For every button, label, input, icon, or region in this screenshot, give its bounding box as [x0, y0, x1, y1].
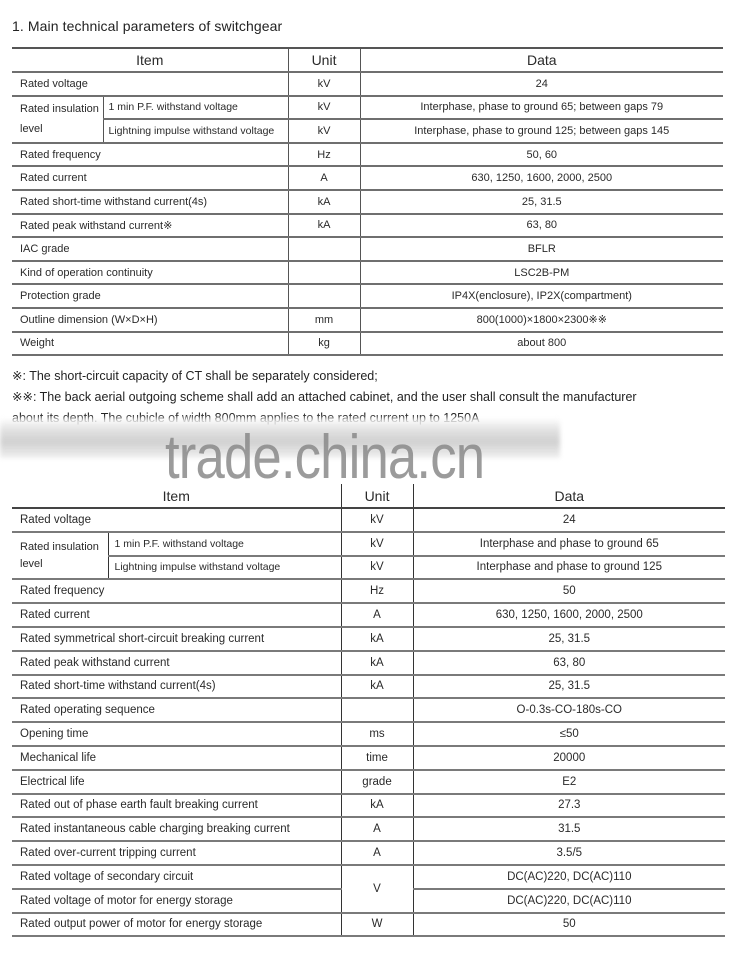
unit-cell [288, 284, 360, 308]
circuit-breaker-parameters-table [12, 484, 725, 937]
table-row [12, 261, 723, 285]
data-cell: 63, 80 [360, 214, 723, 238]
unit-cell: kV [341, 532, 413, 556]
footnote: ※※: The back aerial outgoing scheme shall add an attached cabinet, and the user shall consult the manufacturer [12, 390, 637, 404]
table-row [12, 143, 723, 167]
table-row [12, 284, 723, 308]
table-header-row [12, 48, 723, 72]
unit-cell [341, 698, 413, 722]
item-cell: Rated frequency [12, 143, 288, 167]
data-cell: 50 [413, 579, 725, 603]
section-title: 1. Main technical parameters of switchgear [12, 18, 283, 34]
footnote: ※: The short-circuit capacity of CT shall be separately considered; [12, 369, 378, 383]
data-cell: 24 [360, 72, 723, 96]
unit-cell: kA [288, 214, 360, 238]
table-row [12, 96, 723, 120]
watermark: trade.china.cn [165, 423, 485, 492]
unit-cell: V [341, 865, 413, 913]
data-cell: about 800 [360, 332, 723, 356]
data-cell: Interphase and phase to ground 125 [413, 556, 725, 580]
data-cell: 630, 1250, 1600, 2000, 2500 [360, 166, 723, 190]
unit-cell: kV [288, 96, 360, 120]
table-row [12, 675, 725, 699]
item-cell: Rated current [12, 166, 288, 190]
data-cell: 27.3 [413, 794, 725, 818]
unit-cell: mm [288, 308, 360, 332]
sub-item-cell: 1 min P.F. withstand voltage [103, 96, 288, 120]
data-cell: DC(AC)220, DC(AC)110 [413, 865, 725, 889]
item-cell: Rated voltage [12, 508, 341, 532]
data-cell: E2 [413, 770, 725, 794]
unit-cell: kV [288, 72, 360, 96]
item-cell: IAC grade [12, 237, 288, 261]
item-cell: Rated voltage of secondary circuit [12, 865, 341, 889]
data-cell: 25, 31.5 [413, 675, 725, 699]
data-cell: 50, 60 [360, 143, 723, 167]
data-cell: 20000 [413, 746, 725, 770]
data-cell: LSC2B-PM [360, 261, 723, 285]
unit-cell: A [341, 841, 413, 865]
unit-cell: A [288, 166, 360, 190]
item-cell: Rated peak withstand current※ [12, 214, 288, 238]
unit-cell: kV [341, 556, 413, 580]
header-item: Item [12, 484, 341, 508]
item-cell: Opening time [12, 722, 341, 746]
data-cell: 800(1000)×1800×2300※※ [360, 308, 723, 332]
table-row [12, 770, 725, 794]
unit-cell: Hz [288, 143, 360, 167]
table-row [12, 308, 723, 332]
data-cell: ≤50 [413, 722, 725, 746]
table-row [12, 556, 725, 580]
data-cell: 25, 31.5 [360, 190, 723, 214]
data-cell: 31.5 [413, 817, 725, 841]
item-cell: Rated operating sequence [12, 698, 341, 722]
table-row [12, 698, 725, 722]
unit-cell: A [341, 603, 413, 627]
item-cell: Rated peak withstand current [12, 651, 341, 675]
unit-cell: A [341, 817, 413, 841]
table-row [12, 913, 725, 937]
unit-cell: kV [288, 119, 360, 143]
item-cell: Rated voltage of motor for energy storage [12, 889, 341, 913]
data-cell: Interphase and phase to ground 65 [413, 532, 725, 556]
item-cell: Rated current [12, 603, 341, 627]
table-row [12, 579, 725, 603]
data-cell: DC(AC)220, DC(AC)110 [413, 889, 725, 913]
data-cell: O-0.3s-CO-180s-CO [413, 698, 725, 722]
unit-cell [288, 237, 360, 261]
header-item: Item [12, 48, 288, 72]
unit-cell: kA [341, 794, 413, 818]
item-cell: Rated voltage [12, 72, 288, 96]
unit-cell: kA [341, 627, 413, 651]
table-row [12, 214, 723, 238]
header-data: Data [360, 48, 723, 72]
table-row [12, 508, 725, 532]
table-row [12, 746, 725, 770]
item-cell: Rated frequency [12, 579, 341, 603]
unit-cell: grade [341, 770, 413, 794]
table-row [12, 603, 725, 627]
data-cell: 24 [413, 508, 725, 532]
table-row [12, 166, 723, 190]
table-row [12, 651, 725, 675]
table-row [12, 817, 725, 841]
table-row [12, 841, 725, 865]
unit-cell: kg [288, 332, 360, 356]
sub-item-cell: Lightning impulse withstand voltage [103, 119, 288, 143]
item-cell: Rated out of phase earth fault breaking current [12, 794, 341, 818]
item-cell: Rated short-time withstand current(4s) [12, 190, 288, 214]
header-data: Data [413, 484, 725, 508]
unit-cell: kV [341, 508, 413, 532]
data-cell: 3.5/5 [413, 841, 725, 865]
item-cell: Rated over-current tripping current [12, 841, 341, 865]
item-cell: Weight [12, 332, 288, 356]
item-cell: Rated symmetrical short-circuit breaking current [12, 627, 341, 651]
unit-cell: kA [341, 651, 413, 675]
data-cell: 25, 31.5 [413, 627, 725, 651]
unit-cell: time [341, 746, 413, 770]
table-row [12, 332, 723, 356]
item-cell: Rated short-time withstand current(4s) [12, 675, 341, 699]
data-cell: 63, 80 [413, 651, 725, 675]
unit-cell: Hz [341, 579, 413, 603]
data-cell: IP4X(enclosure), IP2X(compartment) [360, 284, 723, 308]
item-cell: Protection grade [12, 284, 288, 308]
data-cell: 630, 1250, 1600, 2000, 2500 [413, 603, 725, 627]
table-row [12, 532, 725, 556]
data-cell: BFLR [360, 237, 723, 261]
data-cell: Interphase, phase to ground 125; between gaps 145 [360, 119, 723, 143]
data-cell: 50 [413, 913, 725, 937]
sub-item-cell: 1 min P.F. withstand voltage [108, 532, 341, 556]
table-row [12, 72, 723, 96]
switchgear-parameters-table [12, 47, 723, 356]
sub-item-cell: Lightning impulse withstand voltage [108, 556, 341, 580]
data-cell: Interphase, phase to ground 65; between gaps 79 [360, 96, 723, 120]
table-row [12, 119, 723, 143]
table-row [12, 237, 723, 261]
table-row [12, 627, 725, 651]
item-cell: Rated instantaneous cable charging breaking current [12, 817, 341, 841]
group-cell: Rated insulation level [12, 532, 108, 580]
table-row [12, 794, 725, 818]
table-row [12, 190, 723, 214]
item-cell: Rated output power of motor for energy storage [12, 913, 341, 937]
unit-cell: W [341, 913, 413, 937]
unit-cell [288, 261, 360, 285]
unit-cell: ms [341, 722, 413, 746]
header-unit: Unit [288, 48, 360, 72]
unit-cell: kA [341, 675, 413, 699]
item-cell: Outline dimension (W×D×H) [12, 308, 288, 332]
table-header-row [12, 484, 725, 508]
group-cell: Rated insulation level [12, 96, 103, 143]
table-row [12, 722, 725, 746]
item-cell: Mechanical life [12, 746, 341, 770]
header-unit: Unit [341, 484, 413, 508]
item-cell: Kind of operation continuity [12, 261, 288, 285]
unit-cell: kA [288, 190, 360, 214]
table-row [12, 865, 725, 889]
item-cell: Electrical life [12, 770, 341, 794]
